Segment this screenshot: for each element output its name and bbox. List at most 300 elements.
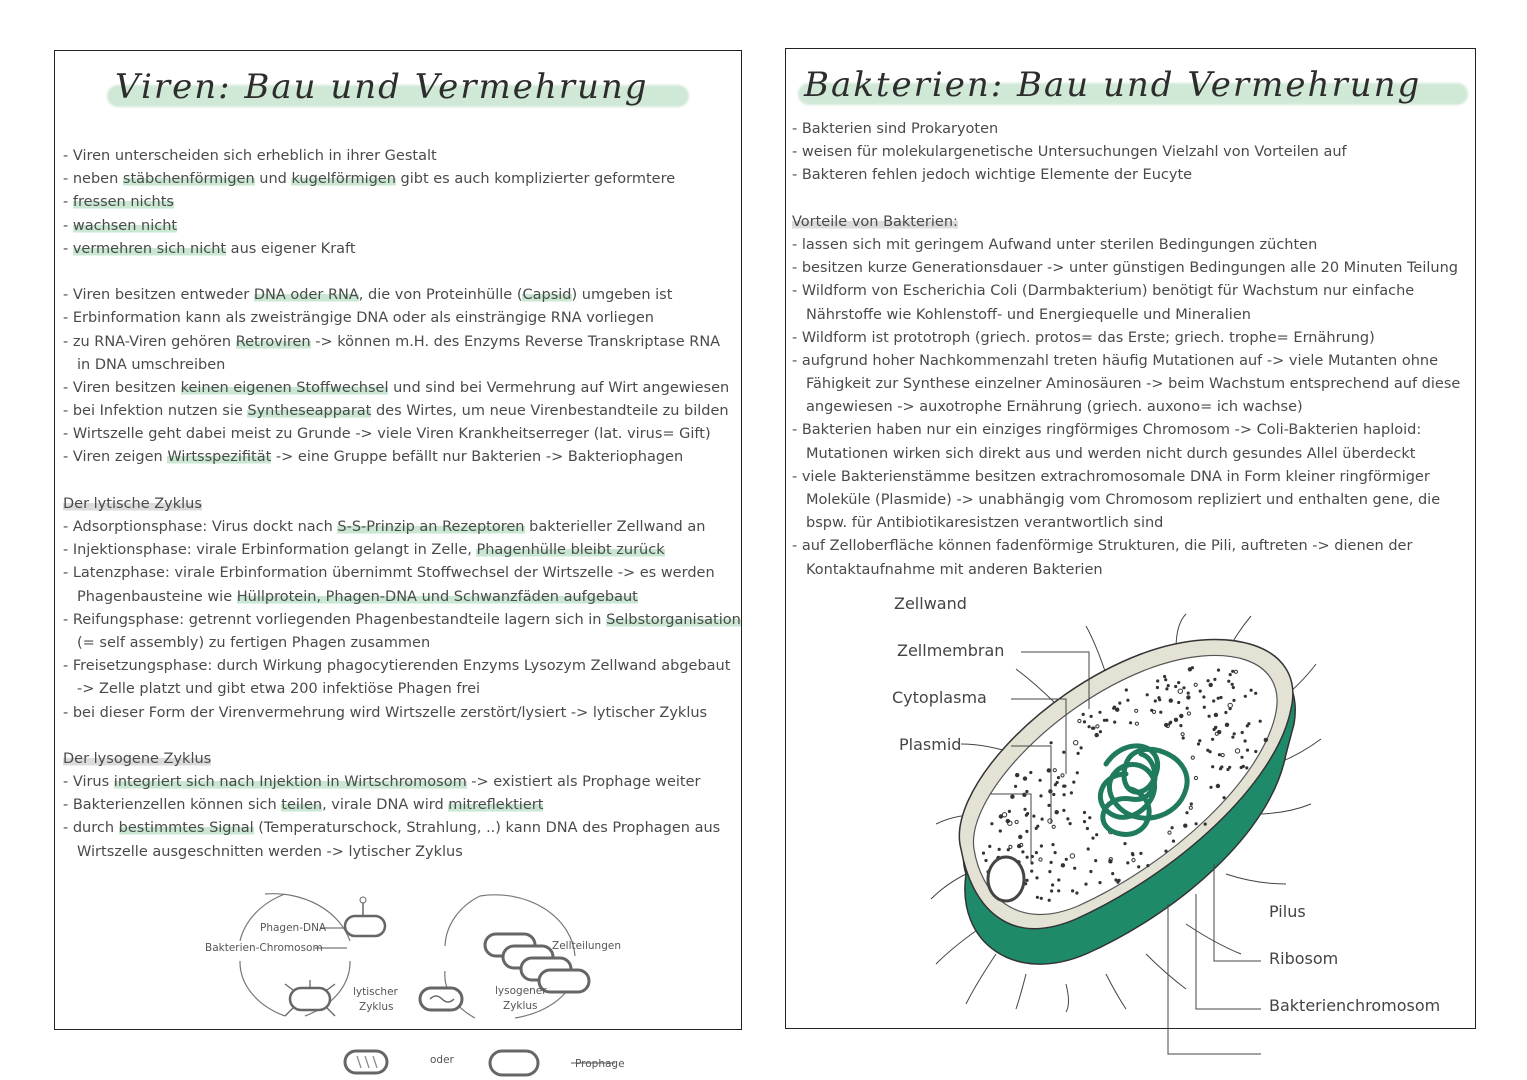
ribosome-dot <box>1082 713 1085 716</box>
text-line <box>63 841 741 864</box>
ribosome-dot <box>1088 816 1091 819</box>
label-plasmid: Plasmid <box>899 735 962 754</box>
text-segment: bspw. für Antibiotikaresistzen verantwortlich sind <box>806 515 1164 532</box>
text-line <box>63 215 741 238</box>
ribosome-dot <box>1254 692 1257 695</box>
ribosome-dot <box>1164 723 1168 727</box>
ribosome-dot <box>1229 673 1232 676</box>
ribosome-dot <box>1087 847 1090 850</box>
ribosome-dot <box>1095 833 1098 836</box>
ribosome-dot <box>1254 750 1257 753</box>
ribosome-dot <box>1057 889 1060 892</box>
ribosome-dot <box>1057 776 1060 779</box>
ribosome-dot <box>1118 879 1121 882</box>
highlighted-text: Vorteile von Bakterien: <box>792 213 958 230</box>
ribosome-dot <box>1065 858 1068 861</box>
ribosome-dot <box>982 852 985 855</box>
label-bakterien-chromosom: Bakterien-Chromosom <box>205 942 323 954</box>
text-line <box>63 771 741 794</box>
ribosome-dot <box>1075 891 1078 894</box>
ribosome-dot <box>1051 843 1054 846</box>
text-line <box>792 304 1460 327</box>
ribosome-dot <box>1156 686 1159 689</box>
ribosome-dot <box>984 859 987 862</box>
label-zellwand: Zellwand <box>894 594 967 613</box>
label-zellteilungen: Zellteilungen <box>552 940 621 952</box>
ribosome-dot <box>1088 725 1091 728</box>
ribosome-dot <box>1212 699 1215 702</box>
ribosome-dot <box>1232 699 1235 702</box>
text-line <box>63 446 741 469</box>
text-line <box>792 211 1460 234</box>
ribosome-dot <box>1010 795 1014 799</box>
ribosome-dot <box>1244 695 1247 698</box>
ribosome-dot <box>1231 670 1234 673</box>
blank-line <box>63 725 741 748</box>
text-line <box>63 539 741 562</box>
label-zyklus-lytisch: Zyklus <box>359 1001 394 1013</box>
ribosome-dot <box>1062 751 1065 754</box>
highlighted-text: vermehren sich nicht <box>72 240 227 257</box>
ribosome-dot <box>1169 721 1172 724</box>
ribosome-dot <box>999 814 1003 818</box>
ribosome-dot <box>1022 793 1026 797</box>
ribosome-dot <box>1091 837 1094 840</box>
label-oder: oder <box>430 1054 454 1066</box>
ribosome-dot <box>1015 773 1019 777</box>
ribosome-dot <box>1083 720 1086 723</box>
ribosome-dot <box>1023 776 1027 780</box>
ribosome-dot <box>1204 823 1207 826</box>
ribosome-dot <box>1050 741 1053 744</box>
ribosome-dot <box>1025 879 1028 882</box>
text-segment: - Latenzphase: virale Erbinformation übernimmt Stoffwechsel der Wirtszelle -> es werden <box>63 565 715 582</box>
highlighted-text: teilen <box>281 797 323 814</box>
text-segment: - auf Zelloberfläche können fadenförmige Strukturen, die Pili, auftreten -> dienen der <box>792 538 1413 555</box>
ribosome-dot <box>1048 899 1051 902</box>
ribosome-dot <box>1083 811 1086 814</box>
text-segment: - Erbinformation kann als zweisträngige DNA oder als einsträngige RNA vorliegen <box>63 310 654 327</box>
ribosome-dot <box>1098 881 1101 884</box>
highlighted-text: bestimmtes Signal <box>118 820 254 837</box>
text-segment: - Virus <box>63 774 114 791</box>
ribosome-dot <box>1125 688 1128 691</box>
ribosome-dot <box>1055 810 1059 814</box>
label-lytischer: lytischer <box>353 986 398 998</box>
ribosome-dot <box>1216 784 1220 788</box>
ribosome-dot <box>1008 810 1011 813</box>
label-prophage: Prophage <box>575 1058 625 1070</box>
highlighted-text: Selbstorganisation <box>606 611 741 628</box>
ribosome-dot <box>1112 707 1115 710</box>
bacterium-top <box>345 916 385 936</box>
ribosome-dot <box>1217 730 1221 734</box>
right-title: Bakterien: Bau und Vermehrung <box>804 65 1422 105</box>
ribosome-dot <box>1177 701 1180 704</box>
text-line <box>63 678 741 701</box>
ribosome-dot <box>1025 830 1028 833</box>
label-pilus: Pilus <box>1269 902 1306 921</box>
text-segment: (Temperaturschock, Strahlung, ..) kann DNA des Prophagen aus <box>253 820 721 837</box>
ribosome-dot <box>1051 883 1054 886</box>
text-line <box>792 466 1460 489</box>
text-line <box>63 168 741 191</box>
ribosome-dot <box>1183 824 1187 828</box>
text-segment: (= self assembly) zu fertigen Phagen zusammen <box>77 634 431 651</box>
ribosome-dot <box>1154 699 1157 702</box>
text-line <box>63 609 741 632</box>
ribosome-dot <box>1157 696 1160 699</box>
text-segment: -> existiert als Prophage weiter <box>466 774 701 791</box>
ribosome-dot <box>1213 728 1216 731</box>
label-zellmembran: Zellmembran <box>897 641 1005 660</box>
text-segment: - Freisetzungsphase: durch Wirkung phagocytierenden Enzyms Lysozym Zellwand abgebaut <box>63 658 731 675</box>
ribosome-dot <box>1062 809 1065 812</box>
text-segment: gibt es auch komplizierter geformtere <box>395 171 676 188</box>
ribosome-dot <box>1089 870 1092 873</box>
text-line <box>63 400 741 423</box>
text-line <box>63 655 741 678</box>
blank-line <box>63 261 741 284</box>
ribosome-dot <box>1032 815 1035 818</box>
ribosome-dot <box>1219 767 1222 770</box>
ribosome-dot <box>1182 736 1185 739</box>
text-segment: Phagenbausteine wie <box>77 588 237 605</box>
ribosome-dot <box>1213 678 1216 681</box>
ribosome-dot <box>1048 789 1052 793</box>
ribosome-dot <box>1186 707 1189 710</box>
text-segment: - <box>63 217 73 234</box>
ribosome-dot <box>998 848 1001 851</box>
ribosome-dot <box>990 822 993 825</box>
text-segment: - aufgrund hoher Nachkommenzahl treten häufig Mutationen auf -> viele Mutanten ohne <box>792 352 1438 369</box>
highlighted-text: keinen eigenen Stoffwechsel <box>180 379 389 396</box>
ribosome-dot <box>1057 878 1060 881</box>
text-segment: , virale DNA wird <box>322 797 449 814</box>
ribosome-dot <box>1126 699 1129 702</box>
text-segment: - Wirtszelle geht dabei meist zu Grunde -> viele Viren Krankheitserreger (lat. virus= Gift) <box>63 426 711 443</box>
plasmid-ring <box>988 857 1024 901</box>
ribosome-dot <box>1211 738 1214 741</box>
ribosome-dot <box>1062 785 1065 788</box>
text-segment: ) umgeben ist <box>571 287 673 304</box>
ribosome-dot <box>1228 766 1231 769</box>
ribosome-dot <box>1202 695 1205 698</box>
text-segment: Fähigkeit zur Synthese einzelner Aminosäuren -> beim Wachstum entsprechend auf diese <box>806 376 1461 393</box>
ribosome-dot <box>1259 720 1262 723</box>
ribosome-dot <box>1077 752 1080 755</box>
left-title-area <box>55 65 741 117</box>
text-segment: -> können m.H. des Enzyms Reverse Transkriptase RNA <box>310 333 721 350</box>
ribosome-dot <box>1092 727 1095 730</box>
ribosome-dot <box>1241 731 1244 734</box>
ribosome-dot <box>1035 851 1038 854</box>
ribosome-dot <box>1214 713 1218 717</box>
ribosome-dot <box>1111 872 1114 875</box>
text-line <box>63 238 741 261</box>
ribosome-dot <box>1190 802 1193 805</box>
text-segment: - Viren besitzen entweder <box>63 287 254 304</box>
highlighted-text: Syntheseapparat <box>247 403 372 420</box>
ribosome-dot <box>1007 848 1010 851</box>
text-segment: - viele Bakterienstämme besitzen extrachromosomale DNA in Form kleiner ringförmiger <box>792 468 1430 485</box>
ribosome-dot <box>1041 818 1044 821</box>
ribosome-dot <box>1179 714 1183 718</box>
ribosome-dot <box>1199 690 1202 693</box>
ribosome-dot <box>1217 697 1220 700</box>
highlighted-text: Capsid <box>522 287 572 304</box>
ribosome-dot <box>1146 693 1149 696</box>
ribosome-dot <box>1150 709 1153 712</box>
phage-cycle-diagram <box>135 866 655 1070</box>
ribosome-dot <box>1063 793 1066 796</box>
ribosome-dot <box>1209 683 1213 687</box>
text-line <box>792 280 1460 303</box>
ribosome-dot <box>1209 786 1212 789</box>
label-cytoplasma: Cytoplasma <box>892 688 987 707</box>
text-segment: - durch <box>63 820 119 837</box>
bacterium-diagram <box>926 614 1326 1014</box>
text-line <box>792 141 1460 164</box>
text-segment: Wirtszelle ausgeschnitten werden -> lytischer Zyklus <box>77 843 463 860</box>
text-segment: Moleküle (Plasmide) -> unabhängig vom Chromosom repliziert und enthalten gene, die <box>806 492 1441 508</box>
ribosome-dot <box>1231 736 1234 739</box>
text-segment: angewiesen -> auxotrophe Ernährung (griech. auxono= ich wachse) <box>806 399 1303 416</box>
text-segment: - <box>63 194 73 211</box>
label-ribosom: Ribosom <box>1269 949 1339 968</box>
ribosome-dot <box>1242 765 1245 768</box>
text-segment: - Bakteren fehlen jedoch wichtige Elemente der Eucyte <box>792 167 1193 184</box>
ribosome-dot <box>1174 718 1178 722</box>
text-line <box>792 373 1460 396</box>
ribosome-dot <box>1219 696 1222 699</box>
ribosome-dot <box>1114 878 1117 881</box>
ribosome-dot <box>1217 669 1220 672</box>
ribosome-dot <box>1187 692 1190 695</box>
blank-line <box>792 188 1460 211</box>
highlighted-text: stäbchenförmigen <box>122 171 255 188</box>
ribosome-dot <box>1211 765 1214 768</box>
text-line <box>63 817 741 840</box>
text-line <box>63 377 741 400</box>
text-line <box>792 327 1460 350</box>
ribosome-dot <box>1179 724 1182 727</box>
text-segment: - bei dieser Form der Virenvermehrung wird Wirtszelle zerstört/lysiert -> lytischer Zyklus <box>63 704 708 721</box>
ribosome-dot <box>1240 756 1243 759</box>
text-line <box>792 257 1460 280</box>
ribosome-dot <box>1098 711 1101 714</box>
text-segment: - Viren unterscheiden sich erheblich in ihrer Gestalt <box>63 148 437 164</box>
right-title-area <box>786 63 1475 115</box>
page-right <box>785 48 1476 1029</box>
highlighted-text: Der lytische Zyklus <box>63 495 202 512</box>
ribosome-dot <box>1123 842 1126 845</box>
text-line <box>63 307 741 330</box>
ribosome-dot <box>1264 738 1268 742</box>
ribosome-dot <box>1069 822 1072 825</box>
ribosome-dot <box>1172 840 1175 843</box>
text-segment: - lassen sich mit geringem Aufwand unter sterilen Bedingungen züchten <box>792 236 1318 253</box>
ribosome-dot <box>1076 771 1079 774</box>
ribosome-dot <box>1026 856 1029 859</box>
text-line <box>63 586 741 609</box>
text-segment: Nährstoffe wie Kohlenstoff- und Energiequelle und Mineralien <box>806 306 1251 323</box>
bacterium-infected <box>290 988 330 1010</box>
text-line <box>63 562 741 585</box>
right-text-body <box>792 118 1460 582</box>
ribosome-dot <box>1040 897 1043 900</box>
text-line <box>792 234 1460 257</box>
ribosome-dot <box>1061 863 1065 867</box>
text-line <box>792 512 1460 535</box>
text-line <box>63 145 741 168</box>
highlighted-text: Wirtsspezifität <box>167 449 272 466</box>
ribosome-dot <box>999 829 1002 832</box>
ribosome-dot <box>1185 811 1188 814</box>
ribosome-dot <box>1131 853 1134 856</box>
ribosome-dot <box>1086 827 1089 830</box>
text-segment: Mutationen wirken sich direkt aus und werden nicht durch gesundes Allel überdeckt <box>806 445 1416 462</box>
ribosome-dot <box>1054 783 1057 786</box>
text-line <box>63 191 741 214</box>
bacterium-prophage <box>490 1051 538 1075</box>
highlighted-text: DNA oder RNA <box>253 287 359 304</box>
text-segment: - Viren zeigen <box>63 449 168 466</box>
text-segment: - Bakterienzellen können sich <box>63 797 282 814</box>
ribosome-dot <box>1167 684 1170 687</box>
label-bakterienchromosom: Bakterienchromosom <box>1269 996 1441 1015</box>
text-line <box>63 794 741 817</box>
ribosome-dot <box>1023 808 1026 811</box>
text-line <box>63 423 741 446</box>
text-segment: in DNA umschreiben <box>77 356 226 373</box>
text-segment: - weisen für molekulargenetische Untersuchungen Vielzahl von Vorteilen auf <box>792 144 1347 161</box>
ribosome-dot <box>1246 749 1249 752</box>
ribosome-dot <box>1203 706 1206 709</box>
ribosome-dot <box>1118 702 1121 705</box>
ribosome-dot <box>1198 739 1201 742</box>
ribosome-dot <box>1223 796 1226 799</box>
ribosome-dot <box>1021 850 1024 853</box>
highlighted-text: Der lysogene Zyklus <box>63 750 212 767</box>
ribosome-dot <box>1208 715 1211 718</box>
ribosome-dot <box>1066 817 1069 820</box>
text-segment: aus eigener Kraft <box>226 240 356 257</box>
ribosome-dot <box>1094 859 1097 862</box>
highlighted-text: kugelförmigen <box>291 171 396 188</box>
ribosome-dot <box>1030 870 1033 873</box>
ribosome-dot <box>1103 719 1106 722</box>
label-zyklus-lysogen: Zyklus <box>503 1000 538 1012</box>
ribosome-dot <box>1050 861 1053 864</box>
ribosome-dot <box>1084 883 1087 886</box>
ribosome-dot <box>1006 819 1010 823</box>
ribosome-dot <box>1207 679 1210 682</box>
text-line <box>792 535 1460 558</box>
ribosome-dot <box>1224 711 1227 714</box>
ribosome-dot <box>1052 793 1055 796</box>
ribosome-dot <box>1139 852 1142 855</box>
page-left <box>54 50 742 1070</box>
text-segment: und <box>254 171 292 188</box>
text-segment: und sind bei Vermehrung auf Wirt angewiesen <box>388 379 730 396</box>
ribosome-dot <box>1188 667 1192 671</box>
highlighted-text: S-S-Prinzip an Rezeptoren <box>337 519 525 535</box>
blank-line <box>63 470 741 493</box>
ribosome-dot <box>1095 733 1099 737</box>
ribosome-dot <box>1054 851 1057 854</box>
ribosome-dot <box>1071 889 1074 892</box>
ribosome-dot <box>988 845 991 848</box>
ribosome-dot <box>1113 721 1116 724</box>
ribosome-dot <box>1072 781 1075 784</box>
text-line <box>63 748 741 771</box>
ribosome-dot <box>1232 686 1235 689</box>
left-text-body <box>63 145 741 864</box>
text-line <box>63 632 741 655</box>
ribosome-dot <box>1014 785 1017 788</box>
highlighted-text: Retroviren <box>235 333 311 350</box>
text-segment: - Wildform ist prototroph (griech. protos= das Erste; griech. trophe= Ernährung) <box>792 329 1375 346</box>
ribosome-dot <box>1231 683 1234 686</box>
ribosome-dot <box>1171 826 1174 829</box>
highlighted-text: Phagenhülle bleibt zurück <box>476 542 665 559</box>
text-line <box>63 284 741 307</box>
text-segment: bakterieller Zellwand an <box>524 519 706 535</box>
ribosome-dot <box>1029 771 1032 774</box>
ribosome-dot <box>1197 742 1200 745</box>
ribosome-dot <box>1227 680 1230 683</box>
ribosome-dot <box>1163 675 1166 678</box>
text-line <box>792 396 1460 419</box>
ribosome-dot <box>1137 865 1140 868</box>
ribosome-dot <box>1040 844 1043 847</box>
ribosome-dot <box>1146 864 1149 867</box>
ribosome-dot <box>1177 681 1180 684</box>
ribosome-dot <box>1206 749 1209 752</box>
ribosome-dot <box>1115 708 1119 712</box>
text-line <box>792 350 1460 373</box>
text-segment: - besitzen kurze Generationsdauer -> unter günstigen Bedingungen alle 20 Minuten Teilung <box>792 260 1458 277</box>
label-phagen-dna: Phagen-DNA <box>260 922 327 934</box>
text-segment: - Adsorptionsphase: Virus dockt nach <box>63 519 338 535</box>
text-line <box>63 516 741 539</box>
text-line <box>63 331 741 354</box>
text-segment: - Wildform von Escherichia Coli (Darmbakterium) benötigt für Wachstum nur einfache <box>792 283 1415 300</box>
ribosome-dot <box>1218 753 1221 756</box>
ribosome-dot <box>1090 715 1093 718</box>
ribosome-dot <box>1245 766 1248 769</box>
ribosome-dot <box>1169 698 1173 702</box>
ribosome-dot <box>1080 746 1083 749</box>
text-segment: des Wirtes, um neue Virenbestandteile zu bilden <box>371 403 729 420</box>
ribosome-dot <box>1129 721 1132 724</box>
label-lysogener: lysogener <box>495 985 547 997</box>
text-segment: - Bakterien sind Prokaryoten <box>792 121 999 137</box>
text-line <box>792 443 1460 466</box>
ribosome-dot <box>1174 685 1177 688</box>
text-line <box>792 559 1460 582</box>
bacterium-lysing <box>345 1051 387 1073</box>
ribosome-dot <box>1039 779 1042 782</box>
ribosome-dot <box>1036 825 1039 828</box>
ribosome-dot <box>1035 876 1038 879</box>
text-segment: - Injektionsphase: virale Erbinformation gelangt in Zelle, <box>63 542 477 559</box>
ribosome-dot <box>1156 679 1159 682</box>
ribosome-dot <box>1047 768 1051 772</box>
ribosome-dot <box>1195 822 1198 825</box>
ribosome-dot <box>1164 850 1167 853</box>
